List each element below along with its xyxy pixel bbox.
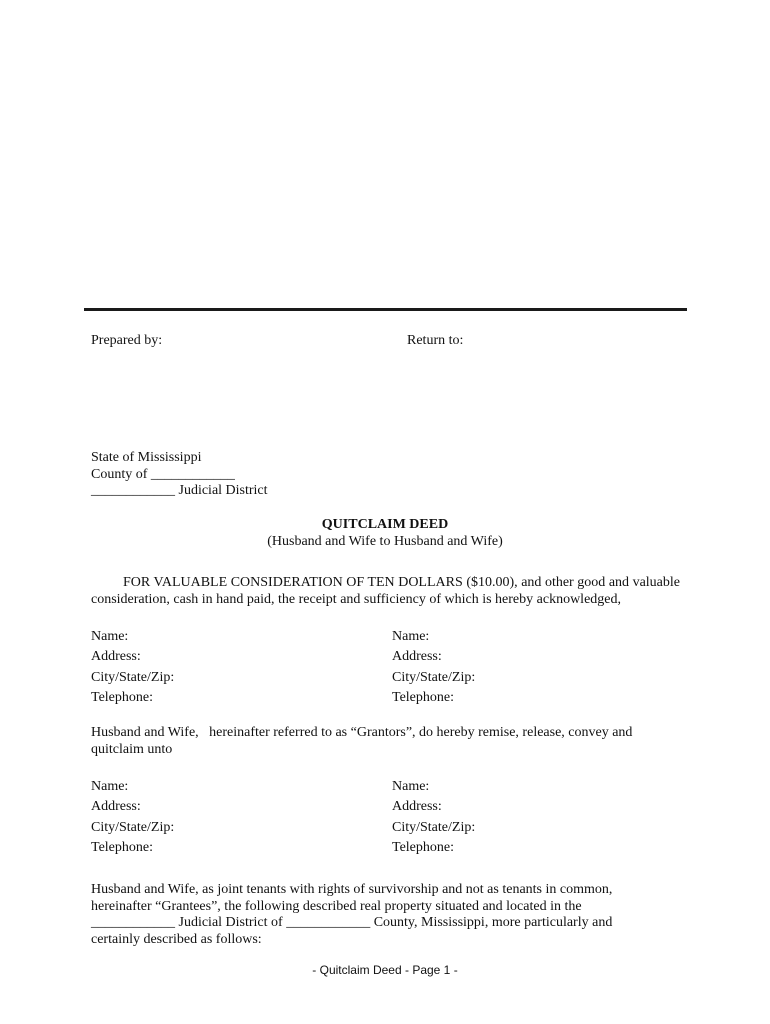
- grantees-paragraph: Husband and Wife, as joint tenants with rights of survivorship and not as tenants in common, hereinafter “Grantees”, the following described real property situated and located in the ____________ Judicial District of ____________ County, Mississippi, more particularly and certainly described as follows:: [91, 882, 613, 947]
- county-line: County of ____________: [91, 466, 235, 482]
- document-title: QUITCLAIM DEED: [321, 517, 449, 532]
- grantee-left-fields: [91, 777, 174, 858]
- grantor-left-address: Address:: [91, 649, 141, 665]
- consideration-paragraph: FOR VALUABLE CONSIDERATION OF TEN DOLLARS ($10.00), and other good and valuable consideration, cash in hand paid, the receipt and sufficiency of which is hereby acknowledged,: [91, 575, 680, 607]
- grantor-left-phone: Telephone:: [91, 689, 153, 705]
- grantee-left-phone: Telephone:: [91, 839, 153, 855]
- grantee-right-name: Name:: [392, 779, 430, 794]
- return-to-label: Return to:: [407, 333, 464, 348]
- state-line: State of Mississippi: [91, 450, 202, 465]
- grantor-left-name: Name:: [91, 629, 129, 644]
- grantee-left-city: City/State/Zip:: [91, 819, 175, 835]
- grantor-right-fields: [392, 627, 475, 708]
- grantor-right-city: City/State/Zip:: [392, 669, 476, 685]
- document-subtitle: (Husband and Wife to Husband and Wife): [267, 534, 503, 549]
- page-footer: - Quitclaim Deed - Page 1 -: [312, 963, 458, 977]
- district-line: ____________ Judicial District: [91, 483, 268, 498]
- grantee-right-city: City/State/Zip:: [392, 819, 476, 835]
- grantors-paragraph: Husband and Wife, hereinafter referred to as “Grantors”, do hereby remise, release, convey and quitclaim unto: [91, 725, 636, 757]
- header-rule: [84, 308, 687, 311]
- venue-block: [91, 450, 268, 500]
- grantor-right-name: Name:: [392, 629, 430, 644]
- grantor-right-address: Address:: [392, 649, 442, 665]
- grantor-left-city: City/State/Zip:: [91, 669, 175, 685]
- prepared-by-label: Prepared by:: [91, 333, 163, 348]
- grantee-right-address: Address:: [392, 799, 442, 815]
- grantee-left-address: Address:: [91, 799, 141, 815]
- grantor-right-phone: Telephone:: [392, 689, 454, 705]
- grantee-left-name: Name:: [91, 779, 129, 794]
- grantee-right-fields: [392, 777, 475, 858]
- grantee-right-phone: Telephone:: [392, 839, 454, 855]
- grantor-left-fields: [91, 627, 174, 708]
